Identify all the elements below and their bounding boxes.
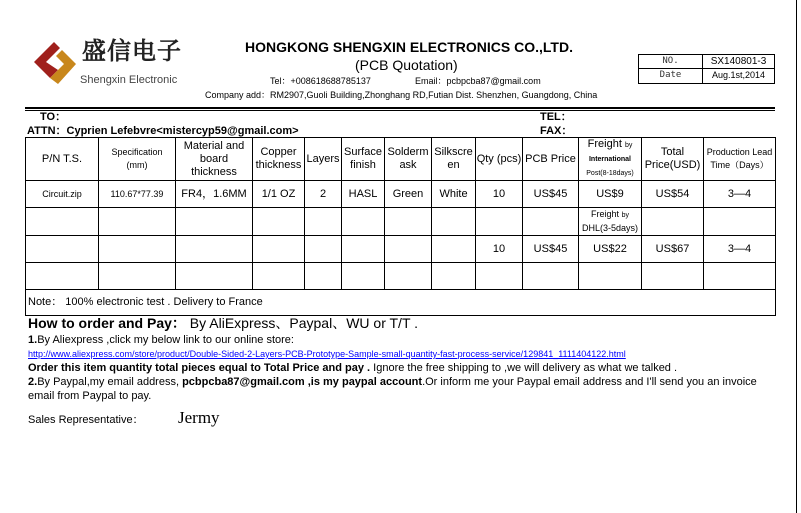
table-row <box>26 263 776 290</box>
sales-rep-label: Sales Representative： <box>28 414 144 426</box>
logo-mark-icon <box>28 38 80 88</box>
table-header-row <box>26 138 776 181</box>
to-label: TO： <box>40 111 67 123</box>
paypal-instruction: 2.By Paypal,my email address, pcbpcba87@gmail.com ,is my paypal account.Or inform me your Paypal email address and I'll send you an invoice <box>28 376 757 388</box>
cell-soldermask: Green <box>385 181 432 208</box>
quote-number: SX140801-3 <box>710 56 767 67</box>
paypal-instruction-cont: email from Paypal to pay. <box>28 390 152 402</box>
sales-rep-name: Jermy <box>178 408 220 427</box>
company-tel: Tel：+008618688785137 <box>270 76 371 86</box>
header-divider <box>25 107 775 111</box>
page-border <box>796 0 797 513</box>
date-label: Date <box>639 69 703 83</box>
col-copper: Copper thickness <box>253 138 305 181</box>
cell-pcb-price: US$45 <box>523 181 579 208</box>
cell-surface: HASL <box>342 181 385 208</box>
document-subtitle: (PCB Quotation) <box>355 57 458 73</box>
aliexpress-store-link[interactable]: http://www.aliexpress.com/store/product/Double-Sided-2-Layers-PCB-Prototype-Sample-small-quantity-fast-process-service/129841_1111404122.html <box>28 349 626 359</box>
tel-label: TEL： <box>540 111 572 123</box>
col-qty: Qty (pcs) <box>476 138 523 181</box>
cell-layers: 2 <box>305 181 342 208</box>
cell-lead: 3—4 <box>704 236 776 263</box>
cell-pn: Circuit.zip <box>26 181 99 208</box>
quote-info-box <box>638 54 775 84</box>
col-layers: Layers <box>305 138 342 181</box>
table-row <box>26 181 776 208</box>
cell-freight: US$9 <box>579 181 642 208</box>
col-pcb-price: PCB Price <box>523 138 579 181</box>
cell-freight: US$22 <box>579 236 642 263</box>
col-freight: Freight by International Post(8-18days) <box>579 138 642 181</box>
cell-material: FR4，1.6MM <box>176 181 253 208</box>
quotation-table <box>25 137 776 316</box>
table-row <box>26 236 776 263</box>
col-spec: Specification (mm) <box>99 138 176 181</box>
order-heading: How to order and Pay： By AliExpress、Paypal、WU or T/T . <box>28 315 419 331</box>
attn-line: ATTN：Cyprien Lefebvre<mistercyp59@gmail.com> <box>27 125 299 137</box>
cell-qty: 10 <box>476 181 523 208</box>
company-logo <box>28 38 188 92</box>
table-row <box>26 208 776 236</box>
company-address: Company add：RM2907,Guoli Building,Zhonghang RD,Futian Dist. Shenzhen, Guangdong, China <box>205 90 598 100</box>
cell-pcb-price: US$45 <box>523 236 579 263</box>
col-soldermask: Solderm ask <box>385 138 432 181</box>
fax-label: FAX： <box>540 125 573 137</box>
cell-silkscreen: White <box>432 181 476 208</box>
cell-total: US$54 <box>642 181 704 208</box>
logo-text-en: Shengxin Electronic <box>80 74 178 86</box>
col-total: Total Price(USD) <box>642 138 704 181</box>
col-silkscreen: Silkscre en <box>432 138 476 181</box>
col-pn: P/N T.S. <box>26 138 99 181</box>
no-label: NO. <box>639 55 703 68</box>
aliexpress-instruction: 1.By Aliexpress ,click my below link to our online store: <box>28 334 294 346</box>
col-material: Material and board thickness <box>176 138 253 181</box>
order-instruction: Order this item quantity total pieces equal to Total Price and pay . Ignore the free shipping to ,we will delivery as what we talked . <box>28 362 678 374</box>
logo-text-cn: 盛信电子 <box>82 38 182 65</box>
company-name: HONGKONG SHENGXIN ELECTRONICS CO.,LTD. <box>245 39 573 55</box>
cell-dhl-label: Freight by DHL(3-5days) <box>579 208 642 236</box>
cell-spec: 110.67*77.39 <box>99 181 176 208</box>
note-row: Note： 100% electronic test . Delivery to France <box>26 290 776 316</box>
col-surface: Surface finish <box>342 138 385 181</box>
cell-lead: 3—4 <box>704 181 776 208</box>
cell-qty: 10 <box>476 236 523 263</box>
cell-total: US$67 <box>642 236 704 263</box>
col-lead-time: Production Lead Time（Days） <box>704 138 776 181</box>
cell-copper: 1/1 OZ <box>253 181 305 208</box>
quote-date: Aug.1st,2014 <box>711 70 766 80</box>
company-email: Email：pcbpcba87@gmail.com <box>415 76 541 86</box>
